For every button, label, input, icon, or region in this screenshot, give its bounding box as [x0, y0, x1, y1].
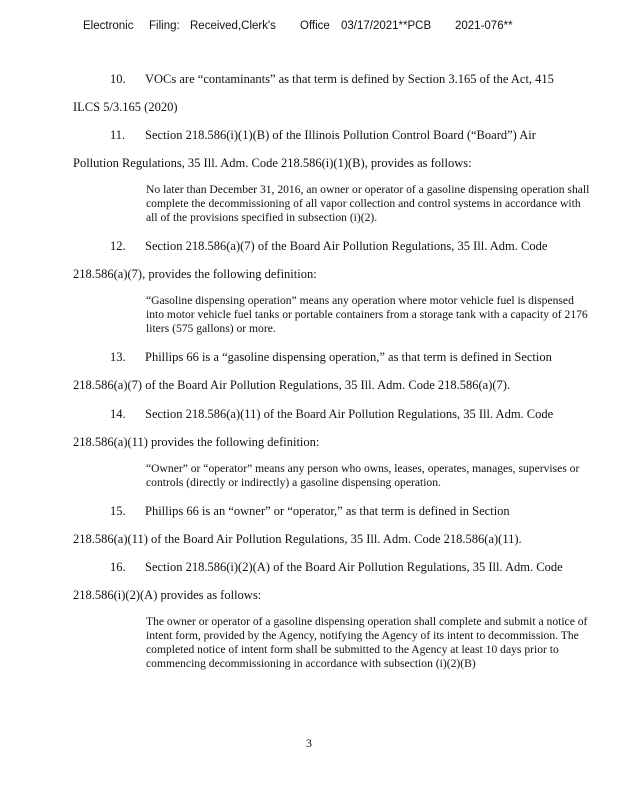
paragraph-text: Section 218.586(a)(11) of the Board Air Pollution Regulations, 35 Ill. Adm. Code — [145, 407, 554, 421]
paragraph-text: ILCS 5/3.165 (2020) — [73, 100, 178, 114]
paragraph-number: 14. — [110, 407, 126, 421]
header-date: 03/17/2021**PCB — [341, 20, 432, 32]
paragraph-text: VOCs are “contaminants” as that term is defined by Section 3.165 of the Act, 415 — [145, 72, 554, 86]
block-quote — [146, 294, 594, 336]
page-number: 3 — [306, 736, 312, 750]
paragraph-text: Phillips 66 is an “owner” or “operator,” as that term is defined in Section — [145, 504, 510, 518]
paragraph-number: 13. — [110, 350, 126, 364]
quote-text: No later than December 31, 2016, an owner or operator of a gasoline dispensing operation shall complete the decommissioning of all vapor collection and control systems in accordance with all of the provisions specified in subsection (i)(2). — [146, 183, 590, 224]
header-filing: Filing: — [149, 20, 180, 32]
paragraph-text: 218.586(a)(7), provides the following definition: — [73, 267, 317, 281]
paragraph-text: Phillips 66 is a “gasoline dispensing operation,” as that term is defined in Section — [145, 350, 552, 364]
header-received: Received,Clerk's — [190, 20, 276, 32]
quote-text: “Owner” or “operator” means any person who owns, leases, operates, manages, supervises or controls (directly or indirectly) a gasoline dispensing operation. — [146, 462, 580, 489]
block-quote — [146, 462, 594, 490]
paragraph-text: 218.586(a)(11) of the Board Air Pollution Regulations, 35 Ill. Adm. Code 218.586(a)(11). — [73, 532, 522, 546]
paragraph-text: Section 218.586(a)(7) of the Board Air Pollution Regulations, 35 Ill. Adm. Code — [145, 239, 548, 253]
paragraph-text: Section 218.586(i)(2)(A) of the Board Air Pollution Regulations, 35 Ill. Adm. Code — [145, 560, 563, 574]
paragraph-text: 218.586(a)(11) provides the following definition: — [73, 435, 320, 449]
paragraph-number: 11. — [110, 128, 126, 142]
block-quote — [146, 615, 594, 671]
paragraph-number: 15. — [110, 504, 126, 518]
quote-text: The owner or operator of a gasoline dispensing operation shall complete and submit a notice of intent form, provided by the Agency, notifying the Agency of its intent to decommission. The completed notice of intent form shall be submitted to the Agency at least 10 days prior to commencing decommissioning in accordance with subsection (i)(2)(B) — [146, 615, 588, 670]
paragraph-text: 218.586(i)(2)(A) provides as follows: — [73, 588, 262, 602]
paragraph-text: Pollution Regulations, 35 Ill. Adm. Code 218.586(i)(1)(B), provides as follows: — [73, 156, 472, 170]
quote-text: “Gasoline dispensing operation” means any operation where motor vehicle fuel is dispensed into motor vehicle fuel tanks or portable containers from a storage tank with a capacity of 2176 liters (575 gallons) or more. — [146, 294, 588, 335]
block-quote — [146, 183, 594, 225]
header-office: Office — [300, 20, 330, 32]
paragraph-text: Section 218.586(i)(1)(B) of the Illinois Pollution Control Board (“Board”) Air — [145, 128, 536, 142]
paragraph-number: 16. — [110, 560, 126, 574]
paragraph-number: 12. — [110, 239, 126, 253]
header-electronic: Electronic — [83, 20, 134, 32]
paragraph-number: 10. — [110, 72, 126, 86]
header-case: 2021-076** — [455, 20, 513, 32]
filing-header — [0, 20, 618, 36]
paragraph-text: 218.586(a)(7) of the Board Air Pollution Regulations, 35 Ill. Adm. Code 218.586(a)(7). — [73, 378, 511, 392]
